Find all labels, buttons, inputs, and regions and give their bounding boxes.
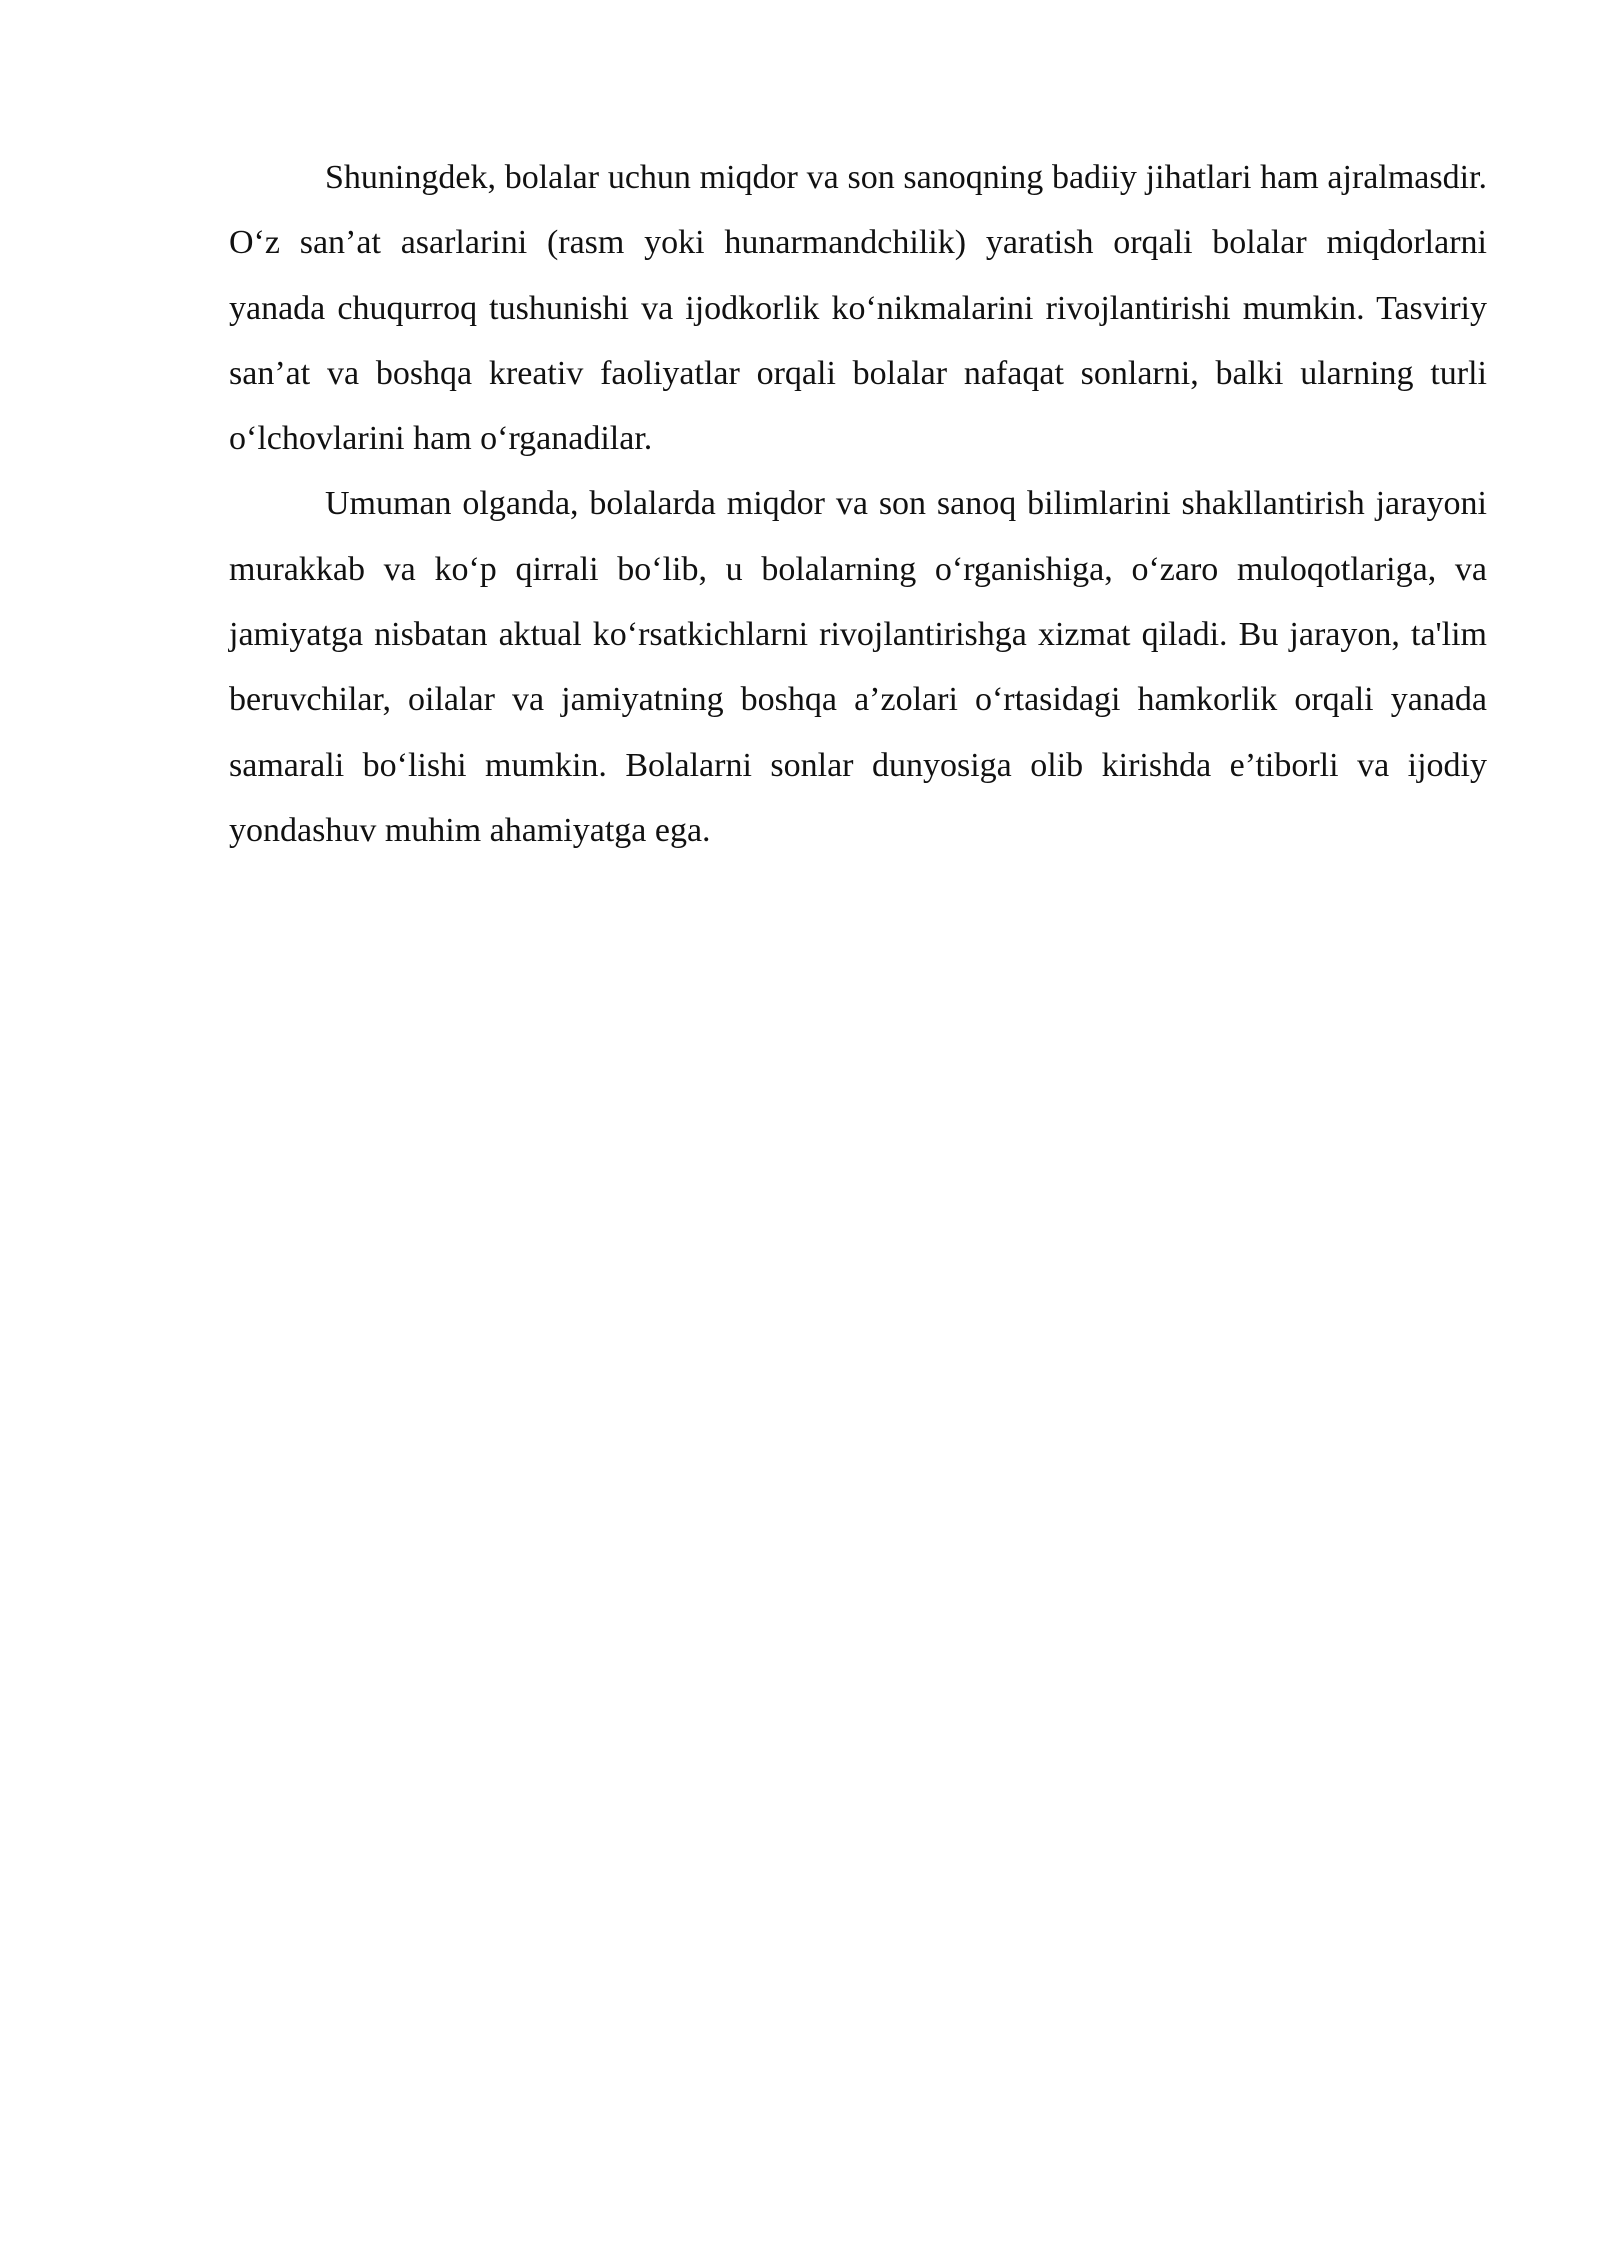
paragraph-conclusion: Umuman olganda, bolalarda miqdor va son sanoq bilimlarini shakllantirish jarayoni murakkab va ko‘p qirrali bo‘lib, u bolalarning o‘rganishiga, o‘zaro muloqotlariga, va jamiyatga nisbatan aktual ko‘rsatkichlarni rivojlantirishga xizmat qiladi. Bu jarayon, ta'lim beruvchilar, oilalar va jamiyatning boshqa a’zolari o‘rtasidagi hamkorlik orqali yanada samarali bo‘lishi mumkin. Bolalarni sonlar dunyosiga olib kirishda e’tiborli va ijodiy yondashuv muhim ahamiyatga ega. — [229, 485, 1487, 849]
body-text — [229, 145, 1487, 863]
paragraph-artistic-aspects: Shuningdek, bolalar uchun miqdor va son sanoqning badiiy jihatlari ham ajralmasdir. O‘z san’at asarlarini (rasm yoki hunarmandchilik) yaratish orqali bolalar miqdorlarni yanada chuqurroq tushunishi va ijodkorlik ko‘nikmalarini rivojlantirishi mumkin. Tasviriy san’at va boshqa kreativ faoliyatlar orqali bolalar nafaqat sonlarni, balki ularning turli o‘lchovlarini ham o‘rganadilar. — [229, 159, 1487, 458]
